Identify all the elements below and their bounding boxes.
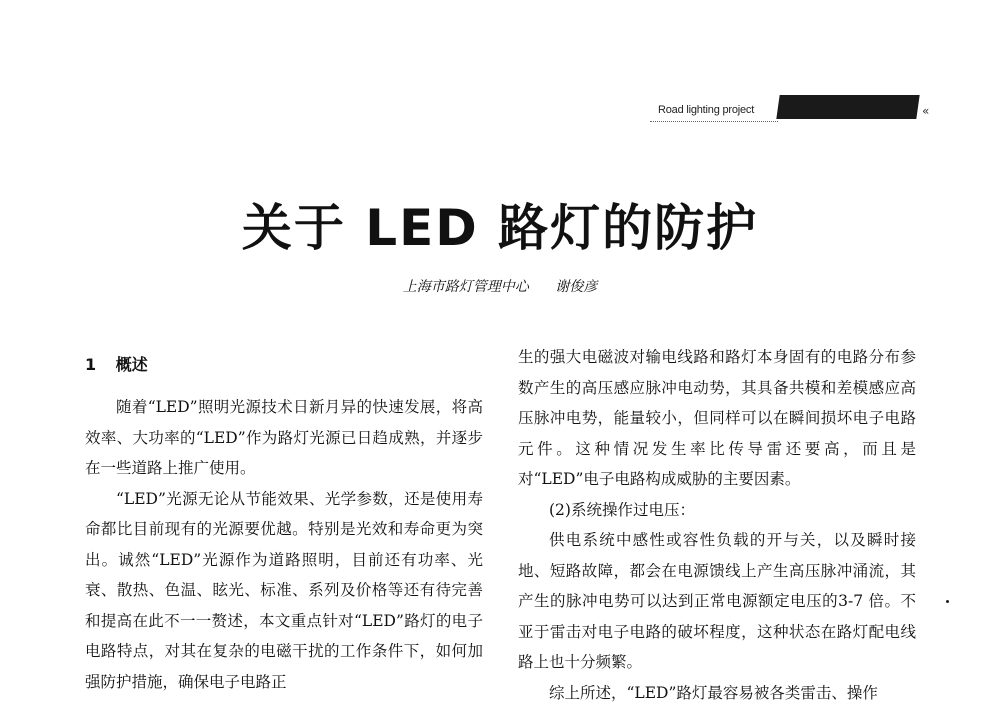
paragraph: (2)系统操作过电压： xyxy=(518,495,916,526)
header-column-badge xyxy=(776,95,919,119)
double-chevron-icon: « xyxy=(922,104,929,118)
article-title: 关于 LED 路灯的防护 xyxy=(0,188,1000,260)
paragraph: 综上所述，“LED”路灯最容易被各类雷击、操作 xyxy=(518,678,916,708)
author-organization: 上海市路灯管理中心 xyxy=(403,279,529,295)
journal-column-tag: Road lighting project xyxy=(658,104,754,116)
paragraph: 随着“LED”照明光源技术日新月异的快速发展，将高效率、大功率的“LED”作为路灯光源已日趋成熟，并逐步在一些道路上推广使用。 xyxy=(85,392,483,484)
header-dotted-rule xyxy=(650,121,778,122)
left-column xyxy=(85,342,483,697)
section-number: 1 xyxy=(85,355,96,374)
author-name: 谢俊彦 xyxy=(555,279,597,295)
right-column xyxy=(518,342,916,708)
author-line xyxy=(0,276,1000,296)
paragraph: 生的强大电磁波对输电线路和路灯本身固有的电路分布参数产生的高压感应脉冲电动势，其具备共模和差模感应高压脉冲电势，能量较小，但同样可以在瞬间损坏电子电路元件。这种情况发生率比传导雷还要高，而且是对“LED”电子电路构成威胁的主要因素。 xyxy=(518,342,916,495)
section-heading xyxy=(85,346,483,384)
paragraph: 供电系统中感性或容性负载的开与关，以及瞬时接地、短路故障，都会在电源馈线上产生高压脉冲涌流，其产生的脉冲电势可以达到正常电源额定电压的3-7 倍。不亚于雷击对电子电路的破坏程度，这种状态在路灯配电线路上也十分频繁。 xyxy=(518,525,916,678)
section-title: 概述 xyxy=(116,355,148,374)
margin-dot xyxy=(946,600,949,603)
paragraph: “LED”光源无论从节能效果、光学参数，还是使用寿命都比目前现有的光源要优越。特别是光效和寿命更为突出。诚然“LED”光源作为道路照明，目前还有功率、光衰、散热、色温、眩光、标准、系列及价格等还有待完善和提高在此不一一赘述，本文重点针对“LED”路灯的电子电路特点，对其在复杂的电磁干扰的工作条件下，如何加强防护措施，确保电子电路正 xyxy=(85,484,483,698)
